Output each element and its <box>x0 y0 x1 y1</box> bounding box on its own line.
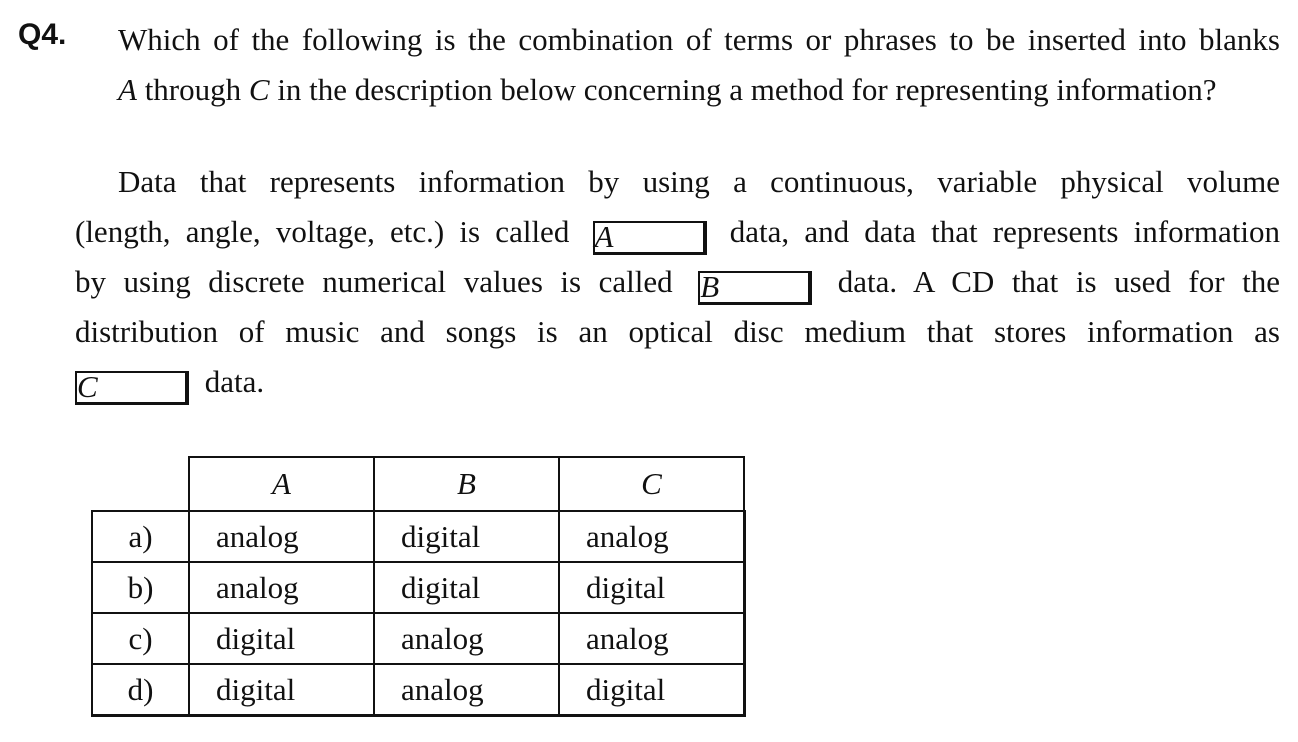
passage-line-2-after: data, and data that represents information <box>729 214 1281 249</box>
blank-box-c: C <box>75 371 189 405</box>
passage-line-3-before: by using discrete numerical values is called <box>75 264 673 299</box>
table-cell-b: digital <box>374 562 559 613</box>
table-cell-a: digital <box>189 613 374 664</box>
question-blank-c-ref: C <box>248 72 270 107</box>
table-cell-a: analog <box>189 511 374 562</box>
option-label[interactable]: a) <box>92 511 189 562</box>
question-line-1: Which of the following is the combination of terms or phrases to be inserted into blanks <box>118 22 1280 57</box>
table-cell-b: analog <box>374 613 559 664</box>
passage-line-2-before: (length, angle, voltage, etc.) is called <box>75 214 570 249</box>
table-row[interactable] <box>92 664 744 716</box>
passage-line-3-after: data. A CD that is used for the <box>837 264 1281 299</box>
table-header-row <box>92 457 744 511</box>
table-cell-b: analog <box>374 664 559 716</box>
passage-line-5-after: data. <box>204 364 265 399</box>
answer-choices-table <box>91 456 746 717</box>
table-cell-c: analog <box>559 511 744 562</box>
option-label[interactable]: b) <box>92 562 189 613</box>
column-header-c: C <box>559 457 744 511</box>
table-cell-a: analog <box>189 562 374 613</box>
table-row[interactable] <box>92 562 744 613</box>
question-line-2 <box>118 65 1280 115</box>
table-cell-c: digital <box>559 562 744 613</box>
description-passage <box>75 157 1280 407</box>
table-cell-b: digital <box>374 511 559 562</box>
question-number: Q4. <box>18 18 67 51</box>
passage-line-2 <box>75 207 1280 257</box>
option-label[interactable]: c) <box>92 613 189 664</box>
column-header-a: A <box>189 457 374 511</box>
passage-line-5 <box>75 357 1280 407</box>
question-through: through <box>136 72 249 107</box>
passage-line-1: Data that represents information by using a continuous, variable physical volume <box>118 164 1280 199</box>
question-text <box>118 15 1280 115</box>
option-label[interactable]: d) <box>92 664 189 716</box>
blank-box-b: B <box>698 271 812 305</box>
column-header-b: B <box>374 457 559 511</box>
question-blank-a-ref: A <box>118 72 137 107</box>
table-cell-a: digital <box>189 664 374 716</box>
table-row[interactable] <box>92 511 744 562</box>
table-cell-c: digital <box>559 664 744 716</box>
table-cell-c: analog <box>559 613 744 664</box>
table-corner <box>92 457 189 511</box>
question-line-2-rest: in the description below concerning a method for representing information? <box>269 72 1217 107</box>
passage-line-3 <box>75 257 1280 307</box>
table-row[interactable] <box>92 613 744 664</box>
passage-line-4: distribution of music and songs is an optical disc medium that stores information as <box>75 314 1280 349</box>
blank-box-a: A <box>593 221 707 255</box>
